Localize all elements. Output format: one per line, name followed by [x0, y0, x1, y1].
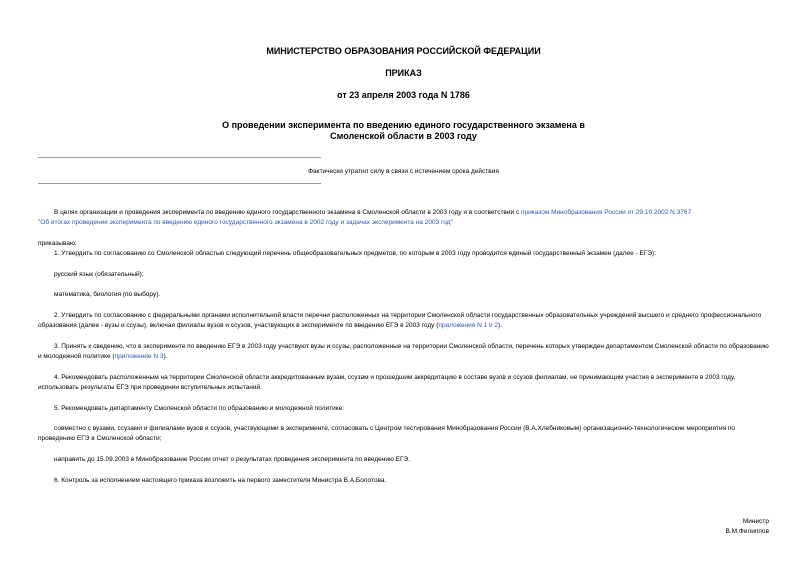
document-title-line-2: Смоленской области в 2003 году: [330, 131, 477, 141]
item-3-text: 3. Принять к сведению, что в эксперименте по введению ЕГЭ в 2003 году участвуют вузы и ссузы, расположенные на территории Смоленской области, перечень которых утвержден департаментом Смоленской области по образованию и молодежной политике (: [38, 343, 769, 360]
intro-text: В целях организации и проведения эксперимента по введению единого государственного экзамена в Смоленской области в 2003 году и в соответствии с: [54, 209, 522, 216]
item-6: 6. Контроль за исполнением настоящего приказа возложить на первого заместителя Министра В.А.Болотова.: [54, 477, 387, 484]
item-2-text: 2. Утвердить по согласованию с федеральными органами исполнительной власти перечни расположенных на территории Смоленской области государственных образовательных учреждений высшего и среднего профессионального образования (далее - вузы и ссузы), включая филиалы вузов и ссузов, участвующих в эксперименте по введению ЕГЭ в 2003 году (: [38, 312, 762, 329]
document-title-line-1: О проведении эксперимента по введению единого государственного экзамена в: [222, 120, 585, 130]
item-5-report: направить до 15.09.2003 в Минобразование России отчет о результатах проведения эксперимента по введению ЕГЭ.: [54, 456, 411, 463]
item-3: [38, 342, 773, 361]
item-3-end: ).: [163, 352, 168, 360]
item-1-subject-russian: русский язык (обязательный);: [54, 271, 144, 278]
appendix-1-2-link[interactable]: приложения N 1 и 2: [438, 321, 499, 329]
divider-bottom: [38, 183, 321, 184]
divider-top: [38, 157, 321, 158]
intro-paragraph: [38, 208, 773, 227]
signature-name: В.М.Филиппов: [725, 528, 769, 535]
item-5-coordination: совместно с вузами, ссузами и филиалами вузов и ссузов, участвующими в эксперименте, согласовать с Центром тестирования Минобразования России (В.А.Хлебниковым) организационно-технологические мероприятия по проведению ЕГЭ в Смоленской области;: [38, 425, 736, 442]
ministry-heading: МИНИСТЕРСТВО ОБРАЗОВАНИЯ РОССИЙСКОЙ ФЕДЕРАЦИИ: [266, 46, 541, 56]
item-2: [38, 311, 773, 330]
order-3767-link[interactable]: приказом Минобразования России от 29.10.2002 N 3767: [521, 209, 692, 216]
order-word: приказываю:: [38, 240, 77, 247]
signature-position: Министр: [742, 518, 769, 525]
item-5: 5. Рекомендовать департаменту Смоленской области по образованию и молодежной политике:: [54, 405, 345, 412]
status-note: Фактически утратил силу в связи с истечением срока действия: [308, 168, 499, 175]
item-1: 1. Утвердить по согласованию со Смоленской областью следующий перечень общеобразовательных предметов, по которым в 2003 году проводится единый государственный экзамен (далее - ЕГЭ):: [54, 250, 657, 257]
item-4: 4. Рекомендовать расположенным на территории Смоленской области аккредитованным вузам, ссузам и прошедшим аккредитацию в составе вузов и ссузов филиалам, не принимающим участия в эксперименте в 2003 году, использовать результаты ЕГЭ при проведении вступительных испытаний.: [38, 374, 736, 391]
item-1-subject-math-bio: математика, биология (по выбору).: [54, 291, 161, 298]
document-type: ПРИКАЗ: [385, 68, 422, 78]
item-2-end: ).: [498, 321, 503, 329]
document-date-number: от 23 апреля 2003 года N 1786: [337, 90, 470, 100]
appendix-3-link[interactable]: приложение N 3: [114, 352, 164, 360]
order-3767-title-link[interactable]: "Об итогах проведения эксперимента по введению единого государственного экзамена в 2002 году и задачах эксперимента на 2003 год": [38, 218, 453, 226]
